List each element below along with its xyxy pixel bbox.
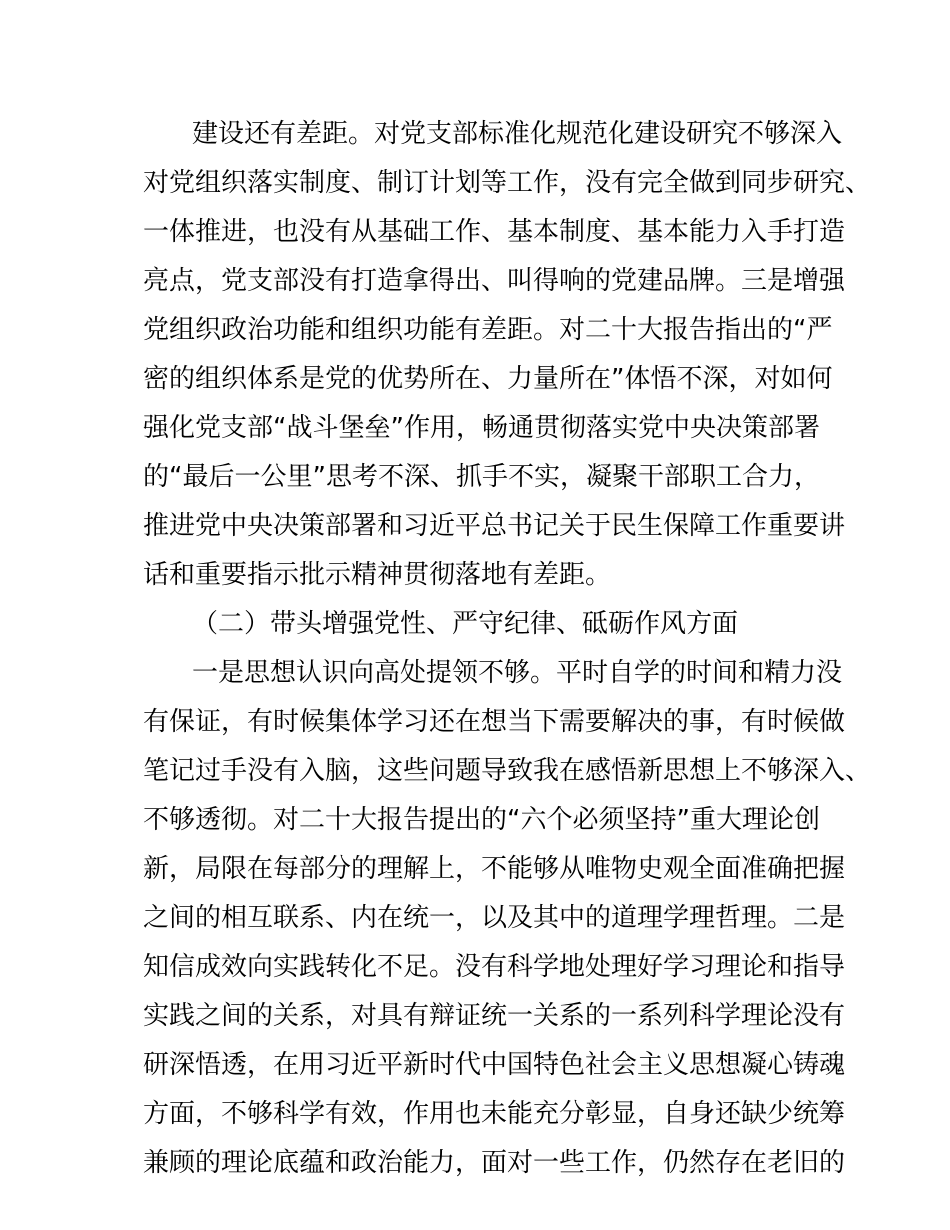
paragraph-line: 有保证，有时候集体学习还在想当下需要解决的事，有时候做 (143, 707, 846, 737)
paragraph-line: 新，局限在每部分的理解上，不能够从唯物史观全面准确把握 (143, 854, 846, 884)
paragraph-line: 亮点，党支部没有打造拿得出、叫得响的党建品牌。三是增强 (143, 266, 846, 296)
paragraph-line: 知信成效向实践转化不足。没有科学地处理好学习理论和指导 (143, 952, 846, 982)
paragraph-line: 党组织政治功能和组织功能有差距。对二十大报告指出的“严 (143, 315, 833, 345)
paragraph-line: 方面，不够科学有效，作用也未能充分彰显，自身还缺少统筹 (143, 1099, 846, 1129)
paragraph-line: 对党组织落实制度、制订计划等工作，没有完全做到同步研究、 (143, 168, 872, 198)
paragraph-line: 笔记过手没有入脑，这些问题导致我在感悟新思想上不够深入、 (143, 756, 872, 786)
paragraph-line: 一是思想认识向高处提领不够。平时自学的时间和精力没 (192, 658, 843, 688)
paragraph-line: 不够透彻。对二十大报告提出的“六个必须坚持”重大理论创 (143, 805, 820, 835)
paragraph-line: 之间的相互联系、内在统一，以及其中的道理学理哲理。二是 (143, 903, 846, 933)
paragraph-line: 推进党中央决策部署和习近平总书记关于民生保障工作重要讲 (143, 511, 846, 541)
paragraph-line: 强化党支部“战斗堡垒”作用，畅通贯彻落实党中央决策部署 (143, 413, 820, 443)
paragraph-line: 密的组织体系是党的优势所在、力量所在”体悟不深，对如何 (143, 364, 833, 394)
paragraph-line: 实践之间的关系，对具有辩证统一关系的一系列科学理论没有 (143, 1001, 846, 1031)
paragraph-line: 研深悟透，在用习近平新时代中国特色社会主义思想凝心铸魂 (143, 1050, 846, 1080)
paragraph-line: 兼顾的理论底蕴和政治能力，面对一些工作，仍然存在老旧的 (143, 1148, 846, 1178)
paragraph-line: 建设还有差距。对党支部标准化规范化建设研究不够深入 (192, 119, 843, 149)
paragraph-line: 话和重要指示批示精神贯彻落地有差距。 (143, 560, 612, 590)
paragraph-line: 的“最后一公里”思考不深、抓手不实，凝聚干部职工合力， (143, 462, 820, 492)
section-heading: （二）带头增强党性、严守纪律、砥砺作风方面 (192, 609, 739, 639)
paragraph-line: 一体推进，也没有从基础工作、基本制度、基本能力入手打造 (143, 217, 846, 247)
